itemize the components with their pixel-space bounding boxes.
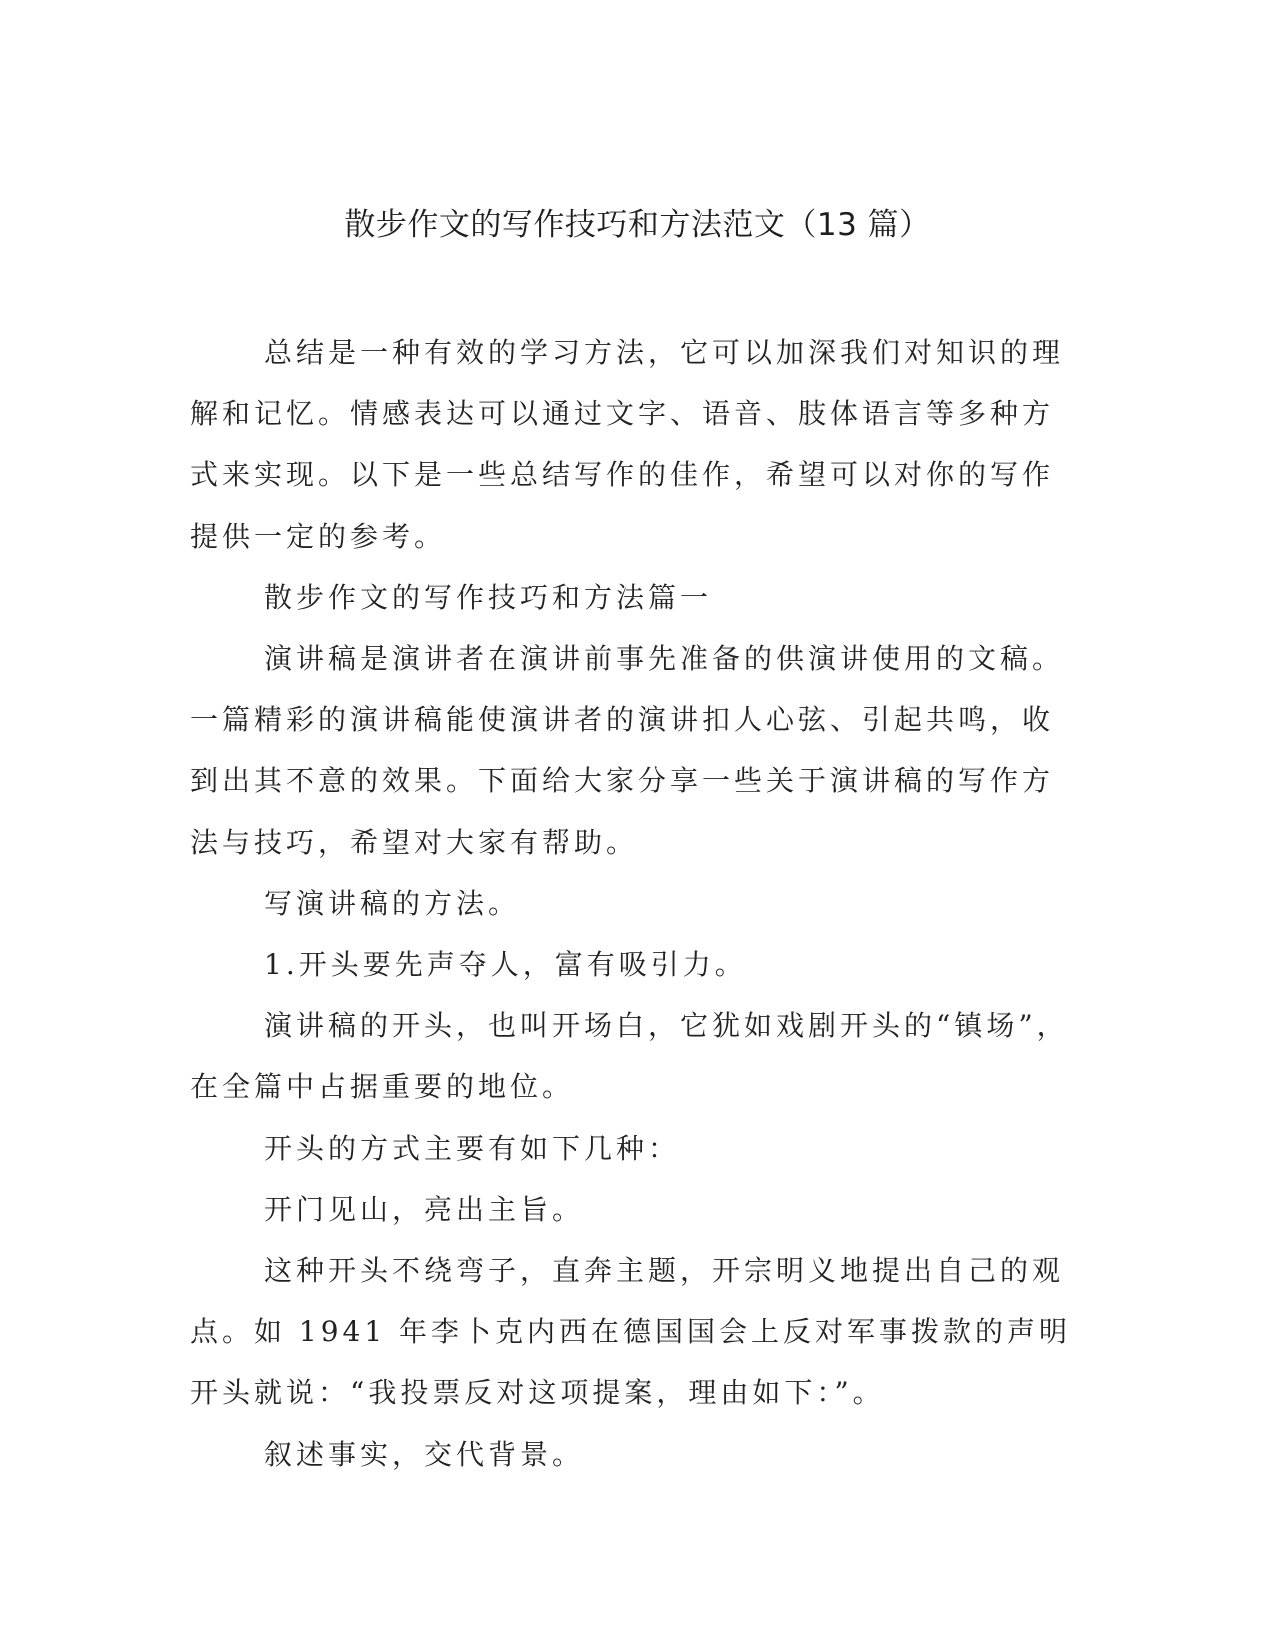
- document-title: 散步作文的写作技巧和方法范文（13 篇）: [344, 207, 931, 243]
- paragraph-direct-example: 这种开头不绕弯子，直奔主题，开宗明义地提出自己的观点。如 1941 年李卜克内西在德国国会上反对军事拨款的声明开头就说：“我投票反对这项提案，理由如下：”。: [190, 1254, 1072, 1410]
- paragraph-background-opening: 叙述事实，交代背景。: [264, 1437, 585, 1471]
- paragraph-section-heading: 散步作文的写作技巧和方法篇一: [264, 580, 713, 614]
- paragraph-intro: 总结是一种有效的学习方法，它可以加深我们对知识的理解和记忆。情感表达可以通过文字、语音、肢体语言等多种方式来实现。以下是一些总结写作的佳作，希望可以对你的写作提供一定的参考。: [190, 336, 1065, 553]
- paragraph-speech-definition: 演讲稿是演讲者在演讲前事先准备的供演讲使用的文稿。一篇精彩的演讲稿能使演讲者的演讲扣人心弦、引起共鸣，收到出其不意的效果。下面给大家分享一些关于演讲稿的写作方法与技巧，希望对大家有帮助。: [190, 642, 1065, 859]
- paragraph-opening-description: 演讲稿的开头，也叫开场白，它犹如戏剧开头的“镇场”，在全篇中占据重要的地位。: [190, 1009, 1069, 1104]
- document-body: [190, 322, 1080, 1485]
- paragraph-point-1: 1.开头要先声夺人，富有吸引力。: [264, 948, 747, 982]
- paragraph-direct-opening: 开门见山，亮出主旨。: [264, 1192, 585, 1226]
- paragraph-opening-ways: 开头的方式主要有如下几种：: [264, 1131, 681, 1165]
- paragraph-method-heading: 写演讲稿的方法。: [264, 886, 521, 920]
